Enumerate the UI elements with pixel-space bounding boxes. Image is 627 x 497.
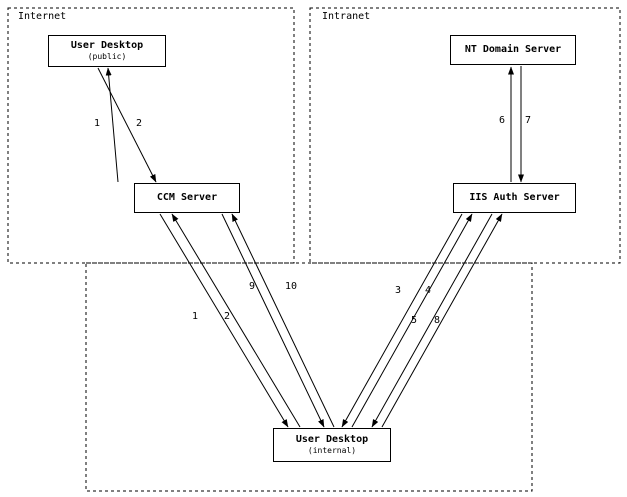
edge-label-8: 8 <box>434 315 441 326</box>
node-title: User Desktop <box>295 434 369 445</box>
edge-label-1-internal: 1 <box>192 311 199 322</box>
edge-label-3: 3 <box>395 285 402 296</box>
node-user-desktop-internal[interactable] <box>273 428 391 462</box>
edge-ccm-internal-desktop <box>160 214 334 427</box>
node-title: NT Domain Server <box>464 44 562 55</box>
zone-label-intranet: Intranet <box>322 11 371 22</box>
node-title: IIS Auth Server <box>469 192 560 203</box>
edge-label-5: 5 <box>411 315 418 326</box>
node-subtitle: (internal) <box>307 446 357 455</box>
node-iis-auth-server[interactable] <box>453 183 576 213</box>
node-title: User Desktop <box>70 40 144 51</box>
edge-label-2-internal: 2 <box>224 311 231 322</box>
edge-iis-nt <box>511 66 521 182</box>
edge-iis-internal-desktop <box>342 214 502 427</box>
zone-label-internet: Internet <box>18 11 67 22</box>
node-nt-domain-server[interactable] <box>450 35 576 65</box>
node-subtitle: (public) <box>87 52 127 61</box>
edge-label-6: 6 <box>499 115 506 126</box>
node-ccm-server[interactable] <box>134 183 240 213</box>
edge-label-9: 9 <box>249 281 256 292</box>
edge-label-7: 7 <box>525 115 532 126</box>
edge-label-4: 4 <box>425 285 432 296</box>
node-user-desktop-public[interactable] <box>48 35 166 67</box>
edge-label-2-public: 2 <box>136 118 143 129</box>
edge-label-1-public: 1 <box>94 118 101 129</box>
edge-label-10: 10 <box>285 281 298 292</box>
node-title: CCM Server <box>156 192 218 203</box>
edge-public-desktop-ccm <box>98 68 156 182</box>
